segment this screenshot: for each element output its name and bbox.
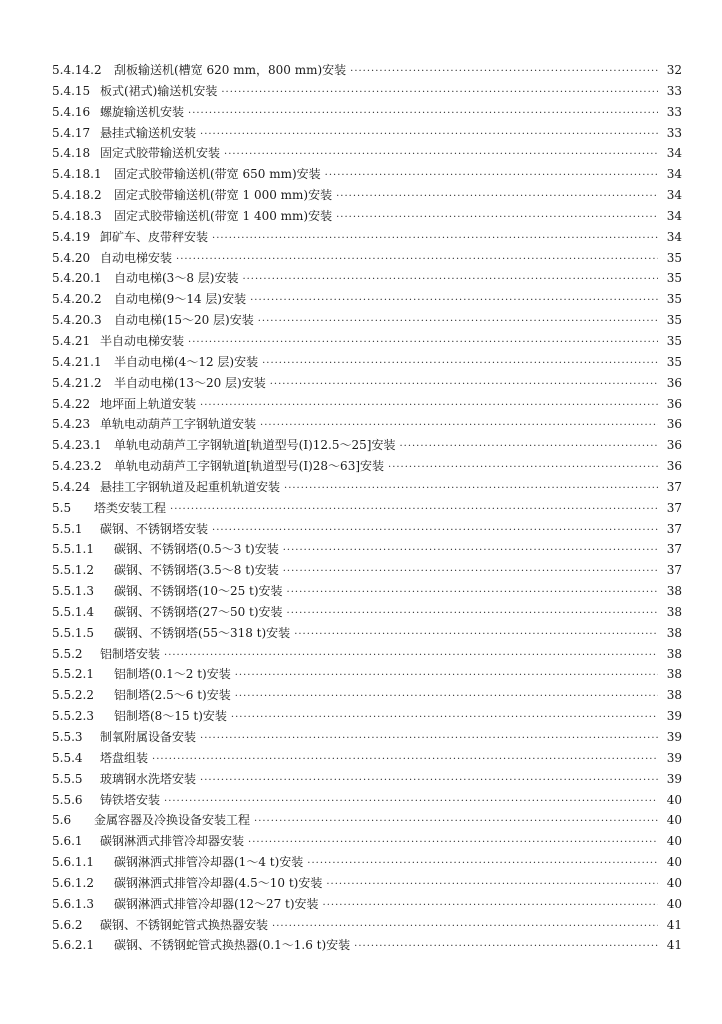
toc-entry-page: 34 [666, 229, 682, 244]
toc-leader-dots [242, 270, 658, 291]
toc-entry-number: 5.4.18.2 [52, 188, 102, 203]
toc-leader-dots [307, 854, 658, 875]
toc-leader-dots [336, 208, 658, 229]
toc-entry-number: 5.4.20.2 [52, 292, 102, 307]
toc-entry-title: 铝制塔(8～15 t)安装 [114, 709, 227, 724]
toc-leader-dots [170, 500, 658, 521]
toc-entry-page: 34 [666, 167, 682, 182]
toc-leader-dots [260, 416, 658, 437]
toc-leader-dots [188, 333, 658, 354]
toc-entry [52, 935, 682, 956]
toc-entry [52, 602, 682, 623]
toc-entry [52, 143, 682, 164]
toc-entry-title: 碳钢、不锈钢塔安装 [100, 521, 209, 536]
toc-leader-dots [287, 583, 658, 604]
toc-entry [52, 435, 682, 456]
toc-entry-number: 5.4.18.1 [52, 167, 102, 182]
toc-leader-dots [284, 479, 658, 500]
toc-leader-dots [350, 62, 658, 83]
toc-leader-dots [250, 291, 658, 312]
toc-leader-dots [235, 666, 658, 687]
toc-entry-title: 铸铁塔安装 [100, 792, 161, 807]
toc-entry [52, 102, 682, 123]
toc-entry-title: 固定式胶带输送机(带宽 1 400 mm)安装 [114, 208, 333, 223]
toc-entry [52, 560, 682, 581]
toc-entry-title: 制氧附属设备安装 [100, 730, 197, 744]
toc-entry-title: 悬挂式输送机安装 [100, 125, 197, 140]
toc-entry-number: 5.4.19 [52, 229, 91, 244]
toc-entry [52, 477, 682, 498]
toc-entry-title: 卸矿车、皮带秤安装 [100, 229, 209, 244]
toc-entry-title: 固定式胶带输送机(带宽 650 mm)安装 [114, 167, 321, 182]
toc-leader-dots [164, 646, 658, 667]
toc-leader-dots [323, 896, 658, 917]
toc-leader-dots [152, 750, 658, 771]
toc-entry-number: 5.5.1.4 [52, 604, 94, 619]
toc-leader-dots [262, 354, 658, 375]
toc-leader-dots [200, 771, 658, 792]
toc-entry-page: 33 [666, 83, 682, 98]
toc-entry-title: 固定式胶带输送机安装 [100, 146, 221, 161]
toc-entry-title: 单轨电动葫芦工字钢轨道[轨道型号(Ⅰ)12.5～25]安装 [114, 438, 396, 453]
toc-entry-number: 5.4.15 [52, 83, 91, 98]
toc-entry-title: 塔类安装工程 [94, 500, 167, 515]
toc-leader-dots [354, 937, 658, 958]
toc-entry [52, 664, 682, 685]
toc-entry [52, 727, 682, 748]
toc-entry-page: 32 [666, 63, 682, 77]
toc-entry-page: 41 [666, 917, 682, 932]
toc-entry-title: 塔盘组装 [100, 750, 149, 765]
toc-entry [52, 60, 682, 81]
toc-entry-title: 碳钢、不锈钢塔(10～25 t)安装 [114, 584, 283, 599]
toc-entry-title: 半自动电梯(4～12 层)安装 [114, 354, 259, 369]
toc-entry-title: 螺旋输送机安装 [100, 104, 185, 119]
toc-entry-number: 5.6.1.2 [52, 875, 94, 890]
toc-entry-title: 碳钢淋洒式排管冷却器(4.5～10 t)安装 [114, 875, 323, 890]
toc-entry-number: 5.4.20 [52, 250, 91, 265]
toc-entry-title: 板式(裙式)输送机安装 [100, 83, 218, 98]
toc-entry-title: 单轨电动葫芦工字钢轨道安装 [100, 417, 257, 432]
toc-leader-dots [283, 562, 658, 583]
toc-leader-dots [176, 250, 658, 271]
toc-entry-page: 39 [666, 771, 682, 786]
toc-entry-number: 5.6.1.3 [52, 896, 94, 911]
toc-entry-page: 38 [666, 688, 682, 703]
toc-entry [52, 519, 682, 540]
toc-entry [52, 268, 682, 289]
toc-entry-page: 40 [666, 855, 682, 870]
toc-entry [52, 289, 682, 310]
toc-leader-dots [388, 458, 658, 479]
toc-entry-page: 36 [666, 375, 682, 390]
toc-entry-title: 铝制塔安装 [100, 646, 161, 661]
toc-entry-page: 35 [666, 292, 682, 307]
toc-entry [52, 456, 682, 477]
toc-leader-dots [248, 833, 658, 854]
toc-entry-title: 半自动电梯(13～20 层)安装 [114, 375, 266, 390]
toc-entry-number: 5.4.21.1 [52, 354, 102, 369]
toc-entry [52, 185, 682, 206]
toc-entry-number: 5.4.22 [52, 396, 91, 411]
toc-entry-page: 39 [666, 709, 682, 724]
toc-entry-page: 37 [666, 542, 682, 557]
toc-entry-title: 铝制塔(0.1～2 t)安装 [114, 667, 231, 682]
toc-entry-number: 5.6.2.1 [52, 938, 94, 953]
toc-entry-page: 34 [666, 208, 682, 223]
toc-entry-page: 34 [666, 146, 682, 161]
toc-entry-number: 5.4.20.1 [52, 271, 102, 286]
toc-entry-page: 40 [666, 813, 682, 828]
toc-leader-dots [212, 229, 658, 250]
toc-entry-page: 38 [666, 584, 682, 599]
toc-entry-page: 38 [666, 667, 682, 682]
toc-entry-title: 碳钢、不锈钢塔(27～50 t)安装 [114, 604, 283, 619]
toc-entry-page: 40 [666, 792, 682, 807]
toc-entry-number: 5.5.5 [52, 771, 83, 786]
toc-entry-title: 地坪面上轨道安装 [100, 396, 197, 411]
toc-entry [52, 873, 682, 894]
toc-entry-number: 5.5.2.2 [52, 688, 94, 703]
toc-entry [52, 623, 682, 644]
toc-entry-title: 碳钢淋洒式排管冷却器安装 [100, 834, 245, 849]
toc-entry-number: 5.4.16 [52, 104, 91, 119]
toc-entry-page: 40 [666, 875, 682, 890]
toc-entry-number: 5.6.1 [52, 834, 83, 849]
toc-entry-page: 35 [666, 354, 682, 369]
toc-leader-dots [254, 812, 658, 833]
toc-entry [52, 852, 682, 873]
toc-leader-dots [200, 729, 658, 750]
toc-entry-title: 铝制塔(2.5～6 t)安装 [114, 688, 231, 703]
toc-entry-page: 39 [666, 750, 682, 765]
toc-entry-page: 40 [666, 834, 682, 849]
toc-entry [52, 123, 682, 144]
toc-leader-dots [224, 145, 658, 166]
toc-entry-title: 碳钢、不锈钢塔(55～318 t)安装 [114, 625, 291, 640]
toc-entry-page: 34 [666, 188, 682, 203]
toc-entry [52, 831, 682, 852]
toc-entry-page: 35 [666, 333, 682, 348]
toc-entry [52, 685, 682, 706]
toc-entry-title: 自动电梯(15～20 层)安装 [114, 313, 254, 328]
toc-entry-page: 35 [666, 250, 682, 265]
toc-entry-number: 5.5.2 [52, 646, 83, 661]
toc-leader-dots [270, 375, 658, 396]
toc-entry [52, 539, 682, 560]
toc-entry [52, 164, 682, 185]
toc-leader-dots [188, 104, 658, 125]
toc-entry-number: 5.5.2.3 [52, 709, 94, 724]
toc-entry-page: 33 [666, 125, 682, 140]
toc-entry [52, 790, 682, 811]
toc-leader-dots [326, 875, 658, 896]
toc-entry-number: 5.4.21 [52, 333, 91, 348]
toc-leader-dots [283, 541, 658, 562]
toc-entry-title: 金属容器及冷换设备安装工程 [94, 813, 251, 828]
toc-entry-page: 36 [666, 438, 682, 453]
toc-entry [52, 227, 682, 248]
toc-entry [52, 810, 682, 831]
toc-entry-number: 5.5.1 [52, 521, 83, 536]
toc-entry-number: 5.4.14.2 [52, 63, 102, 77]
toc-entry-title: 碳钢、不锈钢蛇管式换热器安装 [100, 917, 269, 932]
toc-entry [52, 748, 682, 769]
toc-entry [52, 414, 682, 435]
toc-leader-dots [399, 437, 658, 458]
toc-entry-title: 半自动电梯安装 [100, 333, 185, 348]
toc-entry-page: 36 [666, 417, 682, 432]
toc-entry-number: 5.4.23.2 [52, 459, 102, 474]
toc-entry-number: 5.6.2 [52, 917, 83, 932]
toc-leader-dots [325, 166, 658, 187]
toc-entry-page: 39 [666, 730, 682, 744]
toc-entry-title: 刮板输送机(槽宽 620 mm，800 mm)安装 [114, 63, 347, 77]
toc-entry-number: 5.5.1.2 [52, 563, 94, 578]
toc-entry-title: 自动电梯安装 [100, 250, 173, 265]
toc-entry [52, 581, 682, 602]
toc-entry-number: 5.4.18.3 [52, 208, 102, 223]
toc-entry [52, 915, 682, 936]
toc-leader-dots [287, 604, 658, 625]
toc-entry-title: 玻璃钢水洗塔安装 [100, 771, 197, 786]
toc-entry-title: 悬挂工字钢轨道及起重机轨道安装 [100, 479, 281, 494]
toc-entry [52, 706, 682, 727]
toc-leader-dots [235, 687, 658, 708]
toc-entry-number: 5.5.4 [52, 750, 83, 765]
toc-entry [52, 310, 682, 331]
toc-entry-title: 碳钢淋洒式排管冷却器(1～4 t)安装 [114, 855, 304, 870]
toc-entry-page: 38 [666, 646, 682, 661]
toc-entry [52, 352, 682, 373]
toc-entry [52, 498, 682, 519]
toc-entry-page: 40 [666, 896, 682, 911]
toc-entry-page: 35 [666, 271, 682, 286]
toc-leader-dots [231, 708, 658, 729]
toc-leader-dots [164, 792, 658, 813]
toc-entry-page: 37 [666, 500, 682, 515]
toc-entry-title: 固定式胶带输送机(带宽 1 000 mm)安装 [114, 188, 333, 203]
toc-entry-page: 38 [666, 604, 682, 619]
toc-entry-page: 41 [666, 938, 682, 953]
toc-entry-number: 5.4.21.2 [52, 375, 102, 390]
toc-entry [52, 206, 682, 227]
toc-leader-dots [294, 625, 658, 646]
toc-entry-number: 5.4.24 [52, 479, 91, 494]
toc-entry [52, 894, 682, 915]
toc-leader-dots [336, 187, 658, 208]
toc-entry-number: 5.5.6 [52, 792, 83, 807]
toc-entry-number: 5.4.23 [52, 417, 91, 432]
toc-entry [52, 81, 682, 102]
toc-entry-number: 5.5.1.3 [52, 584, 94, 599]
toc-entry-title: 碳钢淋洒式排管冷却器(12～27 t)安装 [114, 896, 319, 911]
toc-entry-number: 5.6.1.1 [52, 855, 94, 870]
toc-entry-number: 5.5.3 [52, 730, 83, 744]
toc-entry [52, 394, 682, 415]
toc-entry-title: 碳钢、不锈钢塔(0.5～3 t)安装 [114, 542, 279, 557]
toc-entry-page: 33 [666, 104, 682, 119]
toc-entry-page: 36 [666, 396, 682, 411]
table-of-contents [52, 60, 682, 956]
toc-entry-number: 5.6 [52, 813, 72, 828]
toc-entry [52, 644, 682, 665]
toc-entry-number: 5.5 [52, 500, 72, 515]
toc-entry-number: 5.4.23.1 [52, 438, 102, 453]
toc-entry [52, 373, 682, 394]
toc-entry-page: 36 [666, 459, 682, 474]
toc-entry-title: 碳钢、不锈钢塔(3.5～8 t)安装 [114, 563, 279, 578]
toc-entry-number: 5.4.18 [52, 146, 91, 161]
toc-entry-page: 38 [666, 625, 682, 640]
toc-entry-number: 5.5.1.5 [52, 625, 94, 640]
toc-entry-title: 碳钢、不锈钢蛇管式换热器(0.1～1.6 t)安装 [114, 938, 351, 953]
toc-entry-title: 单轨电动葫芦工字钢轨道[轨道型号(Ⅰ)28～63]安装 [114, 459, 385, 474]
toc-entry [52, 769, 682, 790]
toc-entry [52, 331, 682, 352]
toc-entry-page: 37 [666, 563, 682, 578]
toc-entry-number: 5.5.1.1 [52, 542, 94, 557]
toc-leader-dots [272, 917, 658, 938]
toc-entry-number: 5.4.20.3 [52, 313, 102, 328]
toc-leader-dots [200, 396, 658, 417]
toc-leader-dots [200, 125, 658, 146]
toc-entry-title: 自动电梯(3～8 层)安装 [114, 271, 239, 286]
toc-leader-dots [212, 521, 658, 542]
toc-entry [52, 248, 682, 269]
toc-entry-page: 35 [666, 313, 682, 328]
toc-entry-number: 5.4.17 [52, 125, 91, 140]
toc-entry-number: 5.5.2.1 [52, 667, 94, 682]
toc-entry-title: 自动电梯(9～14 层)安装 [114, 292, 247, 307]
toc-leader-dots [221, 83, 658, 104]
toc-entry-page: 37 [666, 479, 682, 494]
toc-entry-page: 37 [666, 521, 682, 536]
toc-leader-dots [258, 312, 658, 333]
